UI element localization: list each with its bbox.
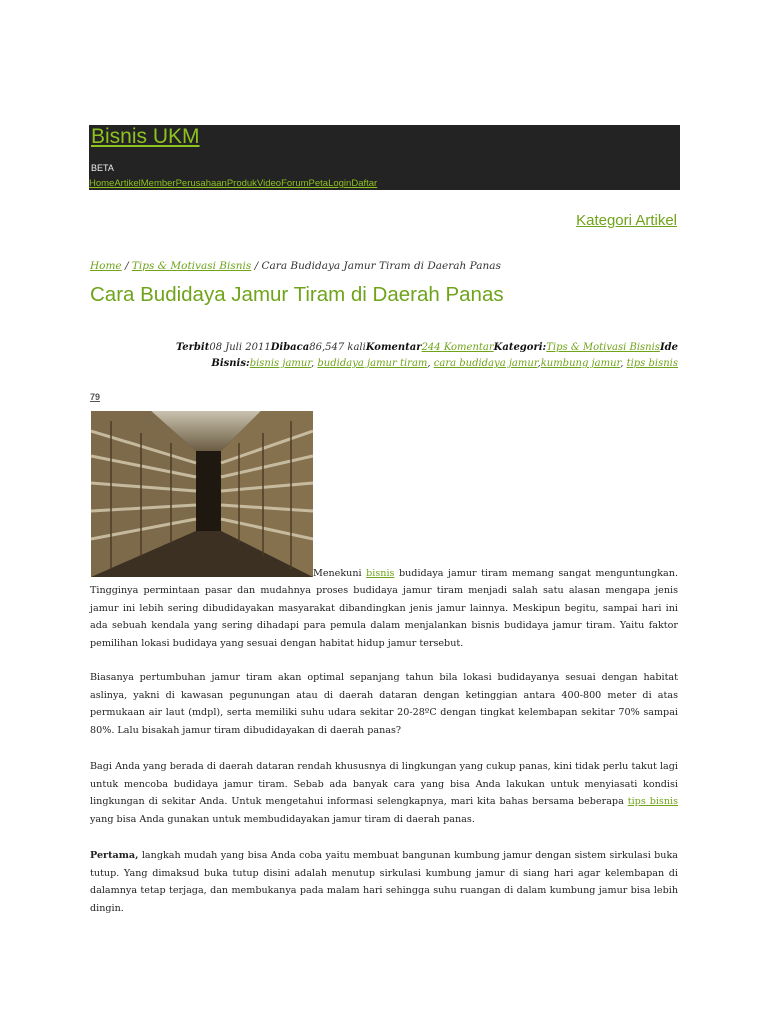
nav-produk[interactable]: Produk xyxy=(226,178,257,189)
tag-link[interactable]: bisnis jamur xyxy=(249,358,312,369)
terbit-label: Terbit xyxy=(175,342,210,353)
tips-bisnis-link[interactable]: tips bisnis xyxy=(627,796,678,807)
p3-text-b: yang bisa Anda gunakan untuk membudidayakan jamur tiram di daerah panas. xyxy=(90,813,475,825)
komentar-label: Komentar xyxy=(365,342,422,353)
kategori-label: Kategori: xyxy=(493,342,547,353)
article-image-mushroom-racks xyxy=(91,411,313,577)
dibaca-label: Dibaca xyxy=(270,342,310,353)
dibaca-value: 86,547 kali xyxy=(309,342,366,353)
p4-text: langkah mudah yang bisa Anda coba yaitu membuat bangunan kumbung jamur dengan sistem sirkulasi buka tutup. Yang dimaksud buka tutup disini adalah menutup sirkulasi kumbung jamur di siang hari agar kelembapan di dalamnya tetap terjaga, dan membukanya pada malam hari sehingga suhu ruangan di dalam kumbung jamur bisa lebih dingin. xyxy=(90,850,678,914)
vote-count[interactable]: 79 xyxy=(90,392,101,402)
ide-bisnis-label: Ide Bisnis: xyxy=(211,342,678,369)
main-nav xyxy=(89,178,377,189)
nav-forum[interactable]: Forum xyxy=(281,178,309,189)
nav-perusahaan[interactable]: Perusahaan xyxy=(175,178,227,189)
breadcrumb-category[interactable]: Tips & Motivasi Bisnis xyxy=(131,260,252,272)
breadcrumb-current: Cara Budidaya Jamur Tiram di Daerah Panas xyxy=(261,260,501,272)
nav-member[interactable]: Member xyxy=(140,178,176,189)
nav-home[interactable]: Home xyxy=(89,178,115,189)
bisnis-link[interactable]: bisnis xyxy=(366,568,395,579)
tag-link[interactable]: tips bisnis xyxy=(626,358,678,369)
nav-daftar[interactable]: Daftar xyxy=(351,178,378,189)
p3-text-a: Bagi Anda yang berada di daerah dataran rendah khususnya di lingkungan yang cukup panas, kini tidak perlu takut lagi untuk mencoba budidaya jamur tiram. Sebab ada banyak cara yang bisa Anda lakukan untuk menyiasati kondisi lingkungan di sekitar Anda. Untuk mengetahui informasi selengkapnya, mari kita bahas bersama beberapa xyxy=(90,761,678,807)
kategori-link[interactable]: Tips & Motivasi Bisnis xyxy=(546,342,660,353)
breadcrumb xyxy=(90,260,501,272)
tag-link[interactable]: cara budidaya jamur xyxy=(433,358,538,369)
tag-link[interactable]: budidaya jamur tiram xyxy=(317,358,428,369)
komentar-link[interactable]: 244 Komentar xyxy=(421,342,494,353)
nav-artikel[interactable]: Artikel xyxy=(114,178,141,189)
breadcrumb-separator: / xyxy=(251,260,262,272)
p1-after-link: budidaya jamur tiram memang sangat menguntungkan. xyxy=(398,568,678,579)
beta-label: BETA xyxy=(91,163,114,173)
breadcrumb-home[interactable]: Home xyxy=(90,260,122,272)
terbit-value: 08 Juli 2011 xyxy=(209,342,271,353)
paragraph-1: Tingginya permintaan pasar dan mudahnya proses budidaya jamur tiram menjadi salah satu alasan mengapa jenis jamur ini lebih sering dibudidayakan masyarakat dibandingkan jenis jamur lainnya. Meskipun begitu, sampai hari ini ada sebuah kendala yang sering dihadapi para pemula dalam menjalankan bisnis budidaya jamur tiram. Yaitu faktor pemilihan lokasi budidaya yang sesuai dengan habitat hidup jamur tersebut. xyxy=(90,585,678,649)
site-header xyxy=(89,125,680,190)
breadcrumb-separator: / xyxy=(121,260,132,272)
pertama-label: Pertama, xyxy=(90,850,139,861)
article-meta: Terbit08 Juli 2011Dibaca86,547 kaliKomentar244 KomentarKategori:Tips & Motivasi BisnisIde Bisnis:bisnis jamur, budidaya jamur tiram, cara budidaya jamur,kumbung jamur, tips bisnis xyxy=(175,342,678,369)
nav-video[interactable]: Video xyxy=(256,178,282,189)
paragraph-3 xyxy=(90,758,678,828)
tag-link[interactable]: kumbung jamur xyxy=(540,358,621,369)
mushroom-racks-illustration xyxy=(91,411,313,577)
paragraph-4 xyxy=(90,847,678,917)
paragraph-2: Biasanya pertumbuhan jamur tiram akan optimal sepanjang tahun bila lokasi budidayanya sesuai dengan habitat aslinya, yakni di kawasan pegunungan atau di daerah dataran dengan ketinggian antara 400-800 meter di atas permukaan air laut (mdpl), serta memiliki suhu udara sekitar 20-28ºC dengan tingkat kelembapan sekitar 70% sampai 80%. Lalu bisakah jamur tiram dibudidayakan di daerah panas? xyxy=(90,672,678,736)
nav-login[interactable]: Login xyxy=(328,178,352,189)
kategori-artikel-link[interactable]: Kategori Artikel xyxy=(576,212,677,229)
article-title: Cara Budidaya Jamur Tiram di Daerah Panas xyxy=(90,283,504,306)
nav-peta[interactable]: Peta xyxy=(308,178,329,189)
site-title-link[interactable]: Bisnis UKM xyxy=(91,125,200,148)
paragraph-1-first-line xyxy=(313,565,678,583)
p1-start: Menekuni xyxy=(313,568,362,579)
